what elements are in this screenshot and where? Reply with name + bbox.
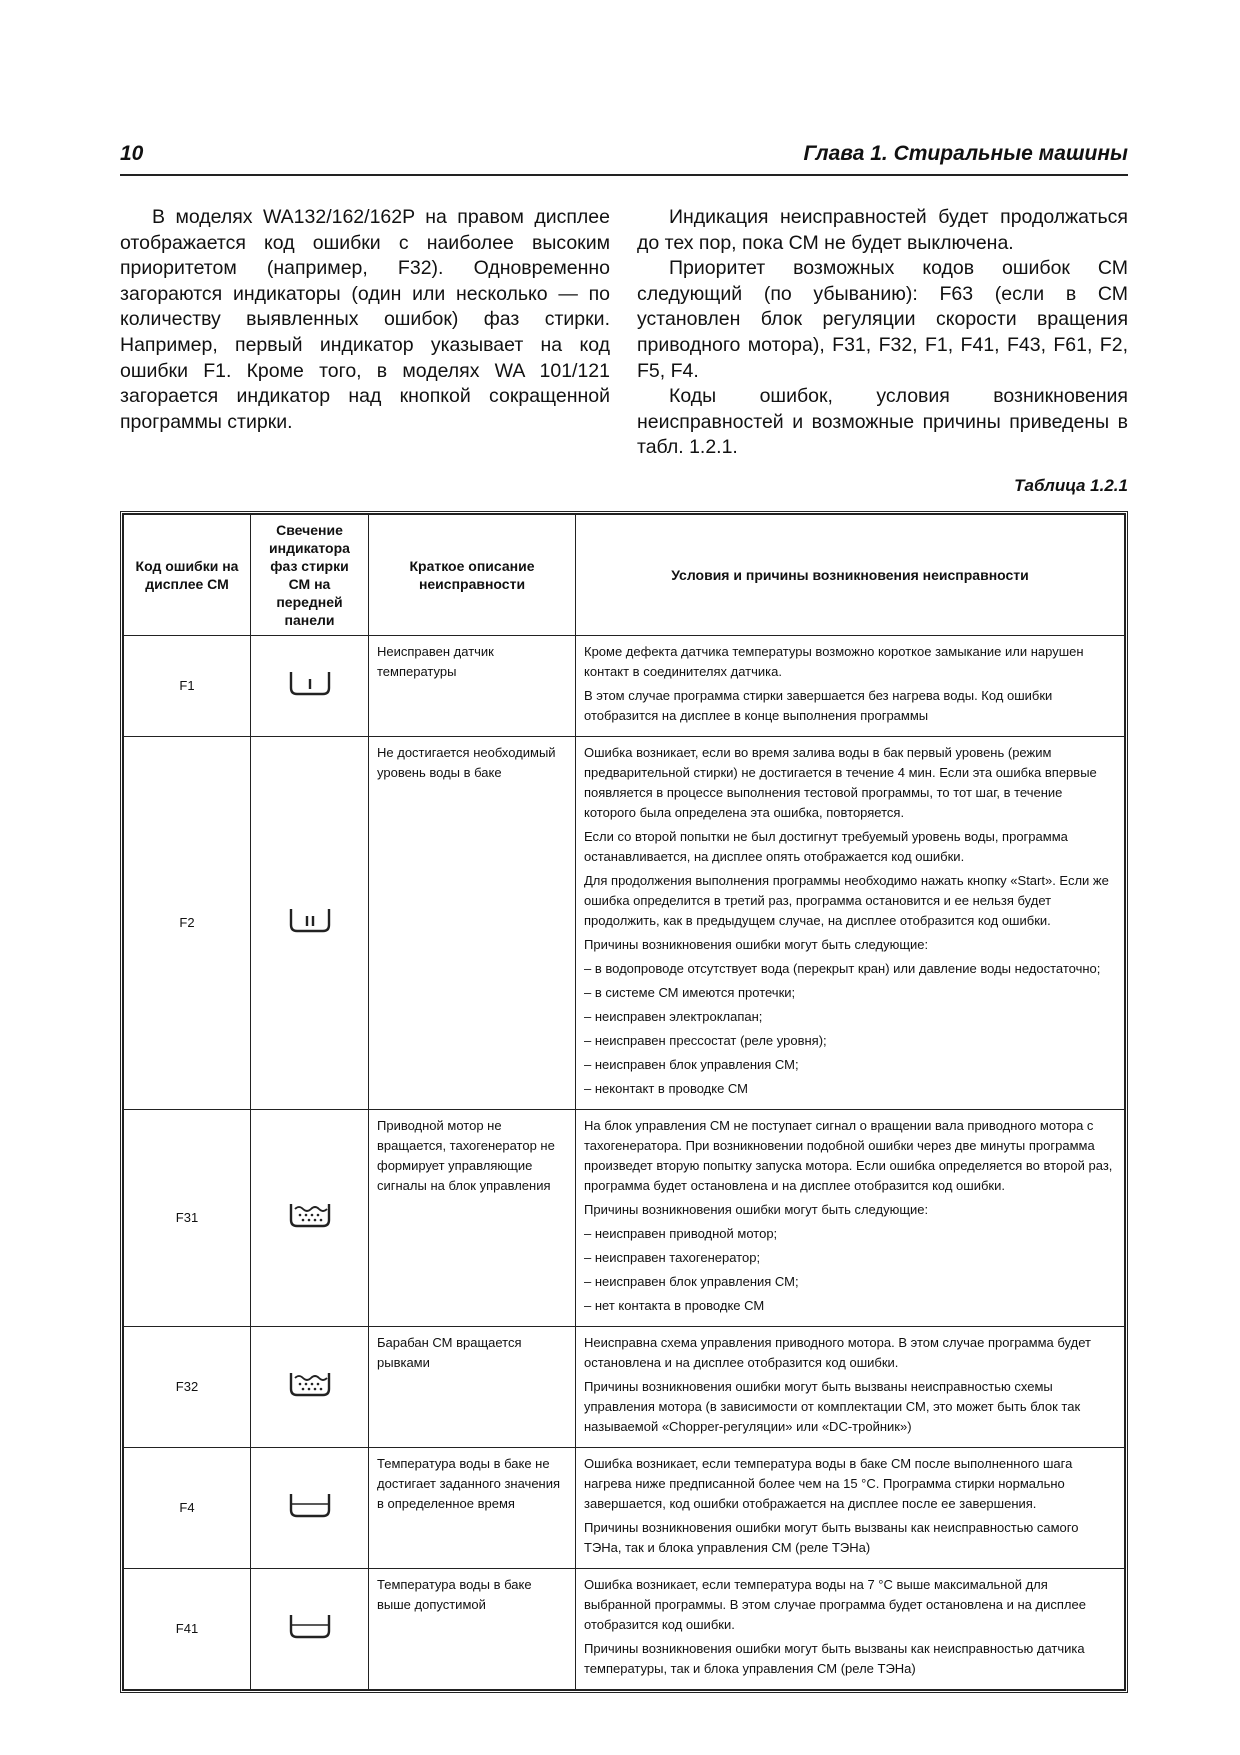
indicator-cell xyxy=(251,737,369,1110)
chapter-title: Глава 1. Стиральные машины xyxy=(803,142,1128,165)
reason-paragraph: Причины возникновения ошибки могут быть вызваны как неисправностью датчика температуры, так и блока управления СМ (реле ТЭНа) xyxy=(584,1641,1085,1676)
reason-paragraph: Кроме дефекта датчика температуры возможно короткое замыкание или нарушен контакт в соединителях датчика. xyxy=(584,644,1084,679)
reason-list-item: – в системе СМ имеются протечки; xyxy=(584,985,796,1000)
reason-paragraph: Причины возникновения ошибки могут быть вызваны неисправностью схемы управления мотора (в зависимости от комплектации СМ, это может быть блок так называемой «Chopper-регуляции» или «DC-тройник») xyxy=(584,1379,1081,1434)
header-indicator: Свечение индикатора фаз стирки СМ на передней панели xyxy=(251,515,369,636)
reason-list-item: – неисправен тахогенератор; xyxy=(584,1250,761,1265)
reasons-cell xyxy=(576,636,1125,737)
error-code: F32 xyxy=(124,1327,251,1448)
reason-paragraph: В этом случае программа стирки завершается без нагрева воды. Код ошибки отобразится на дисплее в конце выполнения программы xyxy=(584,688,1053,723)
left-column xyxy=(120,205,610,435)
paragraph: Коды ошибок, условия возникновения неисправностей и возможные причины приведены в табл. 1.2.1. xyxy=(637,385,1128,459)
short-description: Температура воды в баке не достигает заданного значения в определенное время xyxy=(369,1448,576,1569)
short-description: Неисправен датчик температуры xyxy=(369,636,576,737)
error-code: F4 xyxy=(124,1448,251,1569)
tub-empty-icon xyxy=(288,1611,332,1641)
reason-paragraph: Для продолжения выполнения программы необходимо нажать кнопку «Start». Если же ошибка определится в третий раз, программа остановится и ее нельзя будет продолжить, как в предыдущем случае, на дисплее отобразится код ошибки. xyxy=(584,873,1109,928)
table-row xyxy=(124,1327,1125,1448)
tub-wash-icon xyxy=(288,1200,332,1230)
reasons-cell xyxy=(576,737,1125,1110)
reason-list-item: – неконтакт в проводке СМ xyxy=(584,1081,748,1096)
error-code: F41 xyxy=(124,1569,251,1690)
tub-wash-icon xyxy=(288,1369,332,1399)
error-code: F31 xyxy=(124,1110,251,1327)
reason-paragraph: Причины возникновения ошибки могут быть следующие: xyxy=(584,937,929,952)
reason-paragraph: Ошибка возникает, если температура воды на 7 °С выше максимальной для выбранной программы. В этом случае программа будет остановлена и на дисплее отобразится код ошибки. xyxy=(584,1577,1086,1632)
reasons-cell xyxy=(576,1448,1125,1569)
short-description: Барабан СМ вращается рывками xyxy=(369,1327,576,1448)
header-reasons: Условия и причины возникновения неисправности xyxy=(576,515,1125,636)
indicator-cell xyxy=(251,1327,369,1448)
table-row xyxy=(124,1110,1125,1327)
error-code: F1 xyxy=(124,636,251,737)
page-number: 10 xyxy=(120,142,144,165)
reason-list-item: – неисправен электроклапан; xyxy=(584,1009,763,1024)
indicator-cell xyxy=(251,1569,369,1690)
right-column xyxy=(637,205,1128,461)
tub-two-bars-icon xyxy=(288,905,332,935)
indicator-cell xyxy=(251,1110,369,1327)
error-code: F2 xyxy=(124,737,251,1110)
reason-paragraph: Если со второй попытки не был достигнут требуемый уровень воды, программа останавливается, на дисплее опять отображается код ошибки. xyxy=(584,829,1068,864)
reason-paragraph: Причины возникновения ошибки могут быть вызваны как неисправностью самого ТЭНа, так и блока управления СМ (реле ТЭНа) xyxy=(584,1520,1079,1555)
short-description: Не достигается необходимый уровень воды в баке xyxy=(369,737,576,1110)
paragraph: Приоритет возможных кодов ошибок СМ следующий (по убыванию): F63 (если в СМ установлен блок регуляции скорости вращения приводного мотора), F31, F32, F1, F41, F43, F61, F2, F5, F4. xyxy=(637,257,1128,382)
header-code: Код ошибки на дисплее СМ xyxy=(124,515,251,636)
table-row xyxy=(124,737,1125,1110)
header-short: Краткое описание неисправности xyxy=(369,515,576,636)
reason-list-item: – неисправен прессостат (реле уровня); xyxy=(584,1033,827,1048)
tub-one-bar-icon xyxy=(288,668,332,698)
indicator-cell xyxy=(251,1448,369,1569)
table-caption: Таблица 1.2.1 xyxy=(1014,476,1128,495)
reasons-cell xyxy=(576,1110,1125,1327)
reason-paragraph: На блок управления СМ не поступает сигнал о вращении вала приводного мотора с тахогенератора. При возникновении подобной ошибки через две минуты программа произведет вторую попытку запуска мотора. Если ошибка определяется во второй раз, программа будет остановлена и на дисплее отобразится код ошибки. xyxy=(584,1118,1113,1193)
paragraph: Индикация неисправностей будет продолжаться до тех пор, пока СМ не будет выключена. xyxy=(637,206,1128,254)
reason-paragraph: Ошибка возникает, если температура воды в баке СМ после выполненного шага нагрева ниже предписанной более чем на 15 °С. Программа стирки нормально завершается, код ошибки отображается на дисплее после ее завершения. xyxy=(584,1456,1073,1511)
reasons-cell xyxy=(576,1327,1125,1448)
reason-list-item: – неисправен блок управления СМ; xyxy=(584,1274,799,1289)
error-codes-table xyxy=(120,511,1128,1693)
short-description: Температура воды в баке выше допустимой xyxy=(369,1569,576,1690)
reason-paragraph: Неисправна схема управления приводного мотора. В этом случае программа будет остановлена и на дисплее отобразится код ошибки. xyxy=(584,1335,1091,1370)
reason-paragraph: Ошибка возникает, если во время залива воды в бак первый уровень (режим предварительной стирки) не достигается в течение 4 мин. Если эта ошибка впервые появляется в процессе выполнения тестовой программы, то тот шаг, в течение которого была определена эта ошибка, повторяется. xyxy=(584,745,1097,820)
reason-list-item: – неисправен приводной мотор; xyxy=(584,1226,778,1241)
reason-list-item: – в водопроводе отсутствует вода (перекрыт кран) или давление воды недостаточно; xyxy=(584,961,1101,976)
table-row xyxy=(124,1569,1125,1690)
reason-list-item: – нет контакта в проводке СМ xyxy=(584,1298,765,1313)
table-header-row xyxy=(124,515,1125,636)
table-row xyxy=(124,636,1125,737)
tub-empty-icon xyxy=(288,1490,332,1520)
short-description: Приводной мотор не вращается, тахогенератор не формирует управляющие сигналы на блок управления xyxy=(369,1110,576,1327)
indicator-cell xyxy=(251,636,369,737)
reasons-cell xyxy=(576,1569,1125,1690)
table-row xyxy=(124,1448,1125,1569)
reason-paragraph: Причины возникновения ошибки могут быть следующие: xyxy=(584,1202,929,1217)
reason-list-item: – неисправен блок управления СМ; xyxy=(584,1057,799,1072)
paragraph: В моделях WA132/162/162P на правом дисплее отображается код ошибки с наиболее высоким приоритетом (например, F32). Одновременно загораются индикаторы (один или несколько — по количеству выявленных ошибок) фаз стирки. Например, первый индикатор указывает на код ошибки F1. Кроме того, в моделях WA 101/121 загорается индикатор над кнопкой сокращенной программы стирки. xyxy=(120,206,610,433)
page-header xyxy=(120,142,1128,176)
